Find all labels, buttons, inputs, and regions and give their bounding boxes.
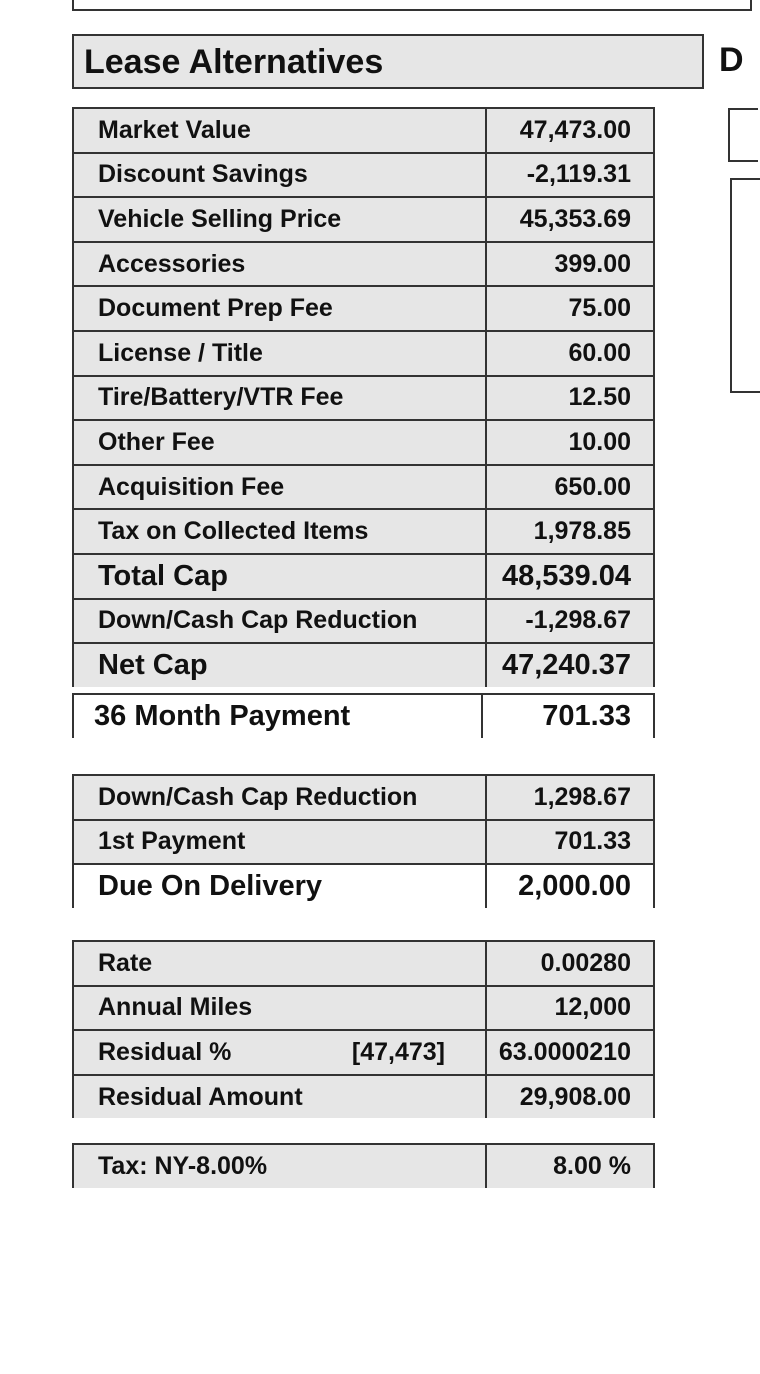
- row-value: 12.50: [486, 376, 654, 421]
- residual-pct-cell: [73, 1030, 486, 1075]
- row-label: 1st Payment: [73, 820, 486, 865]
- top-section-frame: [72, 0, 752, 11]
- cost-table: [72, 107, 655, 687]
- row-value: -2,119.31: [486, 153, 654, 198]
- table-row: [73, 153, 654, 198]
- row-label: Down/Cash Cap Reduction: [73, 599, 486, 644]
- row-value: 48,539.04: [486, 554, 654, 599]
- row-value: 10.00: [486, 420, 654, 465]
- row-label: License / Title: [73, 331, 486, 376]
- page-title: Lease Alternatives: [84, 43, 384, 81]
- row-label: Down/Cash Cap Reduction: [73, 775, 486, 820]
- table-row: [73, 1030, 654, 1075]
- row-value: 701.33: [486, 820, 654, 865]
- payment-row: [73, 694, 654, 738]
- adjacent-section-title: D: [719, 41, 744, 79]
- table-row: [73, 465, 654, 510]
- row-value: 701.33: [482, 694, 654, 738]
- section-header: [72, 34, 704, 89]
- table-row: [73, 108, 654, 153]
- row-label: Annual Miles: [73, 986, 486, 1031]
- row-label: Document Prep Fee: [73, 286, 486, 331]
- table-row: [73, 599, 654, 644]
- row-value: -1,298.67: [486, 599, 654, 644]
- due-on-delivery-row: [73, 864, 654, 908]
- row-label: 36 Month Payment: [73, 694, 482, 738]
- row-label: Discount Savings: [73, 153, 486, 198]
- row-label: Acquisition Fee: [73, 465, 486, 510]
- row-value: 1,978.85: [486, 509, 654, 554]
- row-value: 12,000: [486, 986, 654, 1031]
- table-row: [73, 986, 654, 1031]
- adjacent-section-field: [728, 108, 758, 162]
- residual-basis: [47,473]: [351, 1037, 445, 1066]
- table-row: [73, 376, 654, 421]
- tax-row: [73, 1144, 654, 1188]
- row-label: Tire/Battery/VTR Fee: [73, 376, 486, 421]
- row-value: 45,353.69: [486, 197, 654, 242]
- row-label: Vehicle Selling Price: [73, 197, 486, 242]
- row-label: Tax: NY-8.00%: [73, 1144, 486, 1188]
- net-cap-row: [73, 643, 654, 687]
- row-value: 47,240.37: [486, 643, 654, 687]
- table-row: [73, 941, 654, 986]
- table-row: [73, 420, 654, 465]
- row-label: Market Value: [73, 108, 486, 153]
- total-cap-row: [73, 554, 654, 599]
- row-label: Total Cap: [73, 554, 486, 599]
- row-value: 60.00: [486, 331, 654, 376]
- terms-table: [72, 940, 655, 1118]
- table-row: [73, 197, 654, 242]
- row-value: 650.00: [486, 465, 654, 510]
- row-value: 399.00: [486, 242, 654, 287]
- row-value: 1,298.67: [486, 775, 654, 820]
- table-row: [73, 1075, 654, 1119]
- row-value: 63.0000210: [486, 1030, 654, 1075]
- row-value: 0.00280: [486, 941, 654, 986]
- table-row: [73, 242, 654, 287]
- payment-table: [72, 693, 655, 738]
- row-label: Other Fee: [73, 420, 486, 465]
- table-row: [73, 775, 654, 820]
- row-value: 8.00 %: [486, 1144, 654, 1188]
- row-label: Tax on Collected Items: [73, 509, 486, 554]
- row-label: Accessories: [73, 242, 486, 287]
- table-row: [73, 286, 654, 331]
- delivery-table: [72, 774, 655, 908]
- table-row: [73, 509, 654, 554]
- table-row: [73, 820, 654, 865]
- row-label: Rate: [73, 941, 486, 986]
- row-label: Residual Amount: [73, 1075, 486, 1119]
- row-label: Due On Delivery: [73, 864, 486, 908]
- adjacent-section-panel: [730, 178, 760, 393]
- row-value: 75.00: [486, 286, 654, 331]
- row-value: 2,000.00: [486, 864, 654, 908]
- row-value: 47,473.00: [486, 108, 654, 153]
- row-label: Net Cap: [73, 643, 486, 687]
- row-label: Residual %: [98, 1037, 232, 1066]
- table-row: [73, 331, 654, 376]
- row-value: 29,908.00: [486, 1075, 654, 1119]
- tax-table: [72, 1143, 655, 1188]
